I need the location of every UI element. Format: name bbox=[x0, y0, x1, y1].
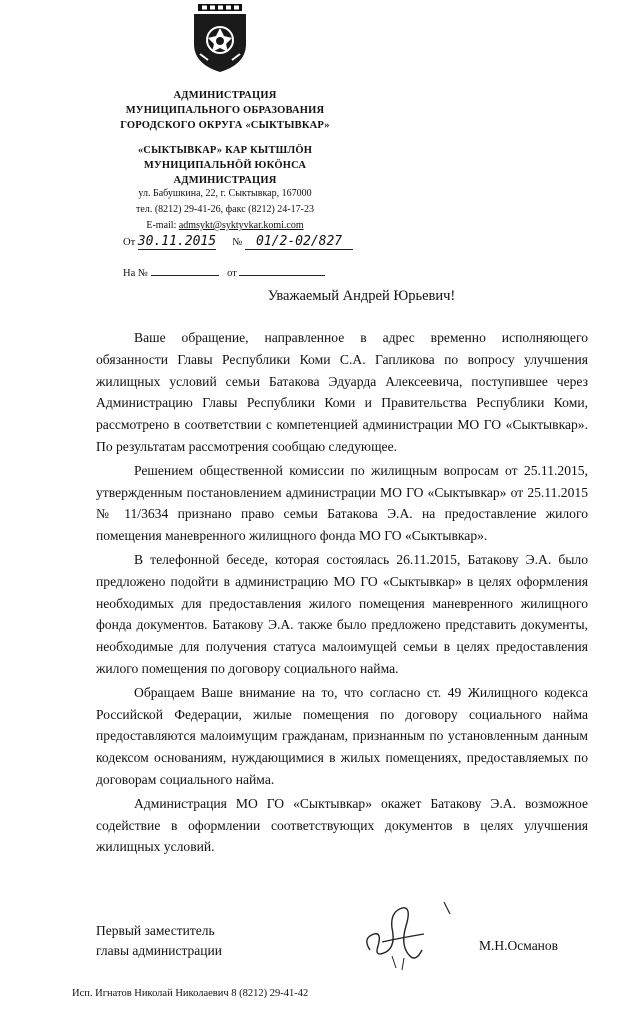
email-label: E-mail: bbox=[146, 220, 179, 231]
signatory-title-line: Первый заместитель bbox=[96, 923, 215, 938]
org-email-line bbox=[105, 218, 345, 234]
from-label: От bbox=[123, 237, 136, 248]
reply-date-blank bbox=[239, 264, 325, 276]
outgoing-number: 01/2-02/827 bbox=[245, 234, 353, 250]
org-contacts bbox=[105, 186, 345, 234]
paragraph: В телефонной беседе, которая состоялась 26.11.2015, Батакову Э.А. было предложено подойти в администрацию МО ГО «Сыктывкар» в целях оформления необходимых для предоставления жилого помещения маневренного жилищного фонда документов. Батакову Э.А. также было предложено представить документы, необходимые для получения статуса малоимущей семьи в целях предоставления жилого помещения по договору социального найма. bbox=[96, 551, 588, 676]
registration-line bbox=[123, 234, 353, 250]
signatory-title-line: главы администрации bbox=[96, 943, 222, 958]
org-header-ru bbox=[105, 88, 345, 133]
reply-number-blank bbox=[151, 264, 219, 276]
executor-note: Исп. Игнатов Николай Николаевич 8 (8212) 29-41-42 bbox=[72, 988, 309, 999]
paragraph: Администрация МО ГО «Сыктывкар» окажет Батакову Э.А. возможное содействие в оформлении соответствующих документов в целях улучшения жилищных условий. bbox=[96, 795, 588, 855]
org-line: ГОРОДСКОГО ОКРУГА «СЫКТЫВКАР» bbox=[120, 120, 330, 131]
greeting: Уважаемый Андрей Юрьевич! bbox=[267, 288, 456, 304]
org-line: МУНИЦИПАЛЬНÖЙ ЮКÖНСА bbox=[143, 160, 307, 171]
org-line: МУНИЦИПАЛЬНОГО ОБРАЗОВАНИЯ bbox=[125, 105, 325, 116]
org-header-komi bbox=[105, 143, 345, 188]
reply-number-label: На № bbox=[123, 268, 148, 279]
reply-reference-line bbox=[123, 264, 325, 279]
org-address: ул. Бабушкина, 22, г. Сыктывкар, 167000 bbox=[138, 188, 312, 199]
org-line: «СЫКТЫВКАР» КАР КЫТШЛÖН bbox=[137, 145, 313, 156]
paragraph: Ваше обращение, направленное в адрес временно исполняющего обязанности Главы Республики Коми С.А. Гапликова по вопросу улучшения жилищных условий семьи Батакова Эдуарда Алексеевича, поступившее через Администрацию Главы Республики Коми и Правительства Республики Коми, рассмотрено в соответствии с компетенцией администрации МО ГО «Сыктывкар». По результатам рассмотрения сообщаю следующее. bbox=[96, 330, 588, 454]
email-link[interactable]: admsykt@syktyvkar.komi.com bbox=[178, 220, 304, 231]
signatory-name: М.Н.Османов bbox=[479, 938, 559, 953]
org-phone: тел. (8212) 29-41-26, факс (8212) 24-17-23 bbox=[136, 204, 314, 215]
org-line: АДМИНИСТРАЦИЯ bbox=[173, 90, 277, 101]
number-label: № bbox=[232, 237, 243, 248]
paragraph: Обращаем Ваше внимание на то, что согласно ст. 49 Жилищного кодекса Российской Федерации, жилые помещения по договору социального найма предоставляются малоимущим гражданам, признанным по установленным данным кодексом основаниям, нуждающимися в жилых помещениях, предоставляемых по договорам социального найма. bbox=[96, 684, 588, 787]
handwritten-signature bbox=[352, 898, 462, 978]
org-line: АДМИНИСТРАЦИЯ bbox=[173, 175, 277, 186]
paragraph: Решением общественной комиссии по жилищным вопросам от 25.11.2015, утвержденным постановлением администрации МО ГО «Сыктывкар» от 25.11.2015 № 11/3634 признано право семьи Батакова Э.А. на предоставление жилого помещения маневренного жилищного фонда МО ГО «Сыктывкар». bbox=[96, 462, 588, 544]
reply-date-label: от bbox=[227, 268, 237, 279]
signatory-title bbox=[96, 921, 222, 961]
letter-body bbox=[96, 327, 588, 860]
outgoing-date: 30.11.2015 bbox=[137, 234, 217, 249]
city-emblem-icon bbox=[188, 4, 252, 74]
